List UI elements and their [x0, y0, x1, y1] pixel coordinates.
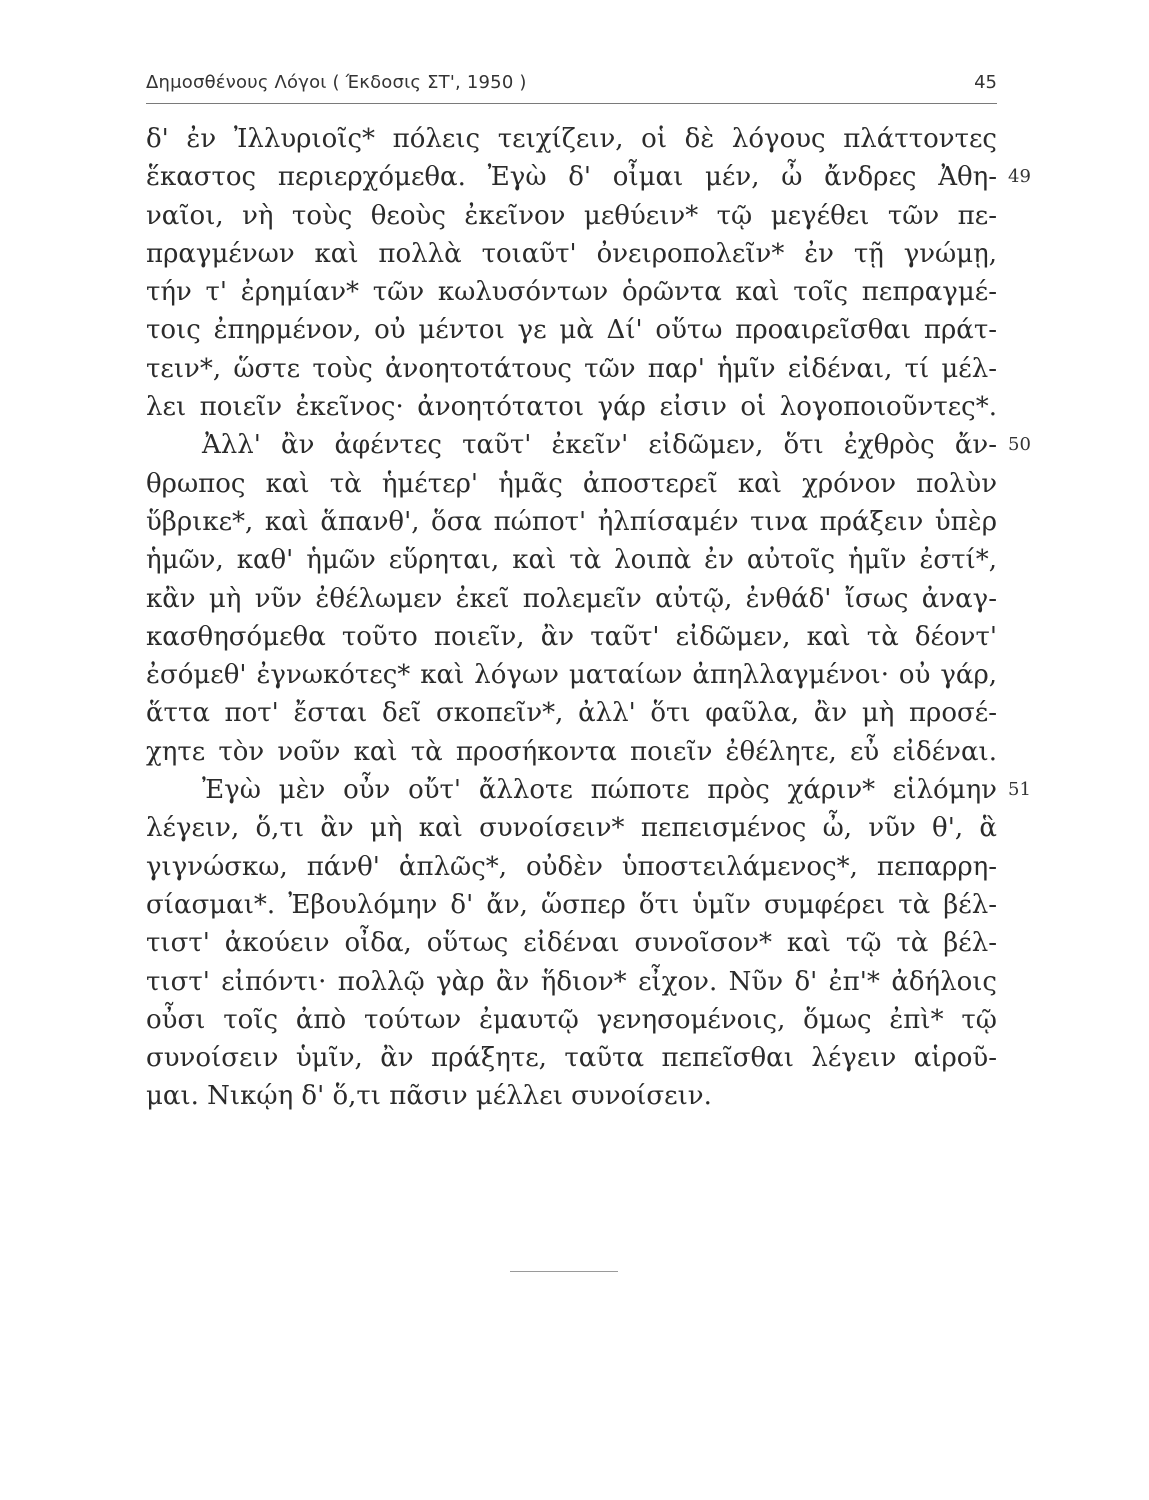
body-text [146, 120, 1031, 1116]
text-line [146, 694, 1006, 732]
text-line [146, 158, 1031, 196]
footer-rule [510, 1271, 618, 1272]
line-text: τήν τ' ἐρημίαν* τῶν κωλυσόντων ὁρῶντα καὶ τοῖς πεπραγμέ- [146, 277, 997, 308]
text-line [146, 733, 1006, 771]
line-text: δ' ἐν Ἰλλυριοῖς* πόλεις τειχίζειν, οἱ δὲ λόγους πλάττοντες [146, 124, 997, 154]
section-number: 50 [1008, 434, 1031, 456]
text-line [146, 618, 1006, 656]
section-number: 49 [1008, 166, 1031, 188]
line-text: ἡμῶν, καθ' ἡμῶν εὕρηται, καὶ τὰ λοιπὰ ἐν αὐτοῖς ἡμῖν ἐστί*, [146, 545, 997, 576]
text-line [146, 1039, 1006, 1077]
line-text: Ἀλλ' ἂν ἀφέντες ταῦτ' ἐκεῖν' εἰδῶμεν, ὅτι ἐχθρὸς ἄν- [202, 430, 997, 461]
line-text: τιστ' εἰπόντι· πολλῷ γὰρ ἂν ἥδιον* εἶχον. Νῦν δ' ἐπ'* ἀδήλοις [146, 966, 997, 997]
line-text: χητε τὸν νοῦν καὶ τὰ προσήκοντα ποιεῖν ἐθέλητε, εὖ εἰδέναι. [146, 736, 997, 767]
text-line [146, 197, 1006, 235]
running-header [146, 72, 997, 100]
line-text: ναῖοι, νὴ τοὺς θεοὺς ἐκεῖνον μεθύειν* τῷ μεγέθει τῶν πε- [146, 200, 997, 231]
line-text: γιγνώσκω, πάνθ' ἁπλῶς*, οὐδὲν ὑποστειλάμενος*, πεπαρρη- [146, 851, 997, 882]
line-text: Ἐγὼ μὲν οὖν οὔτ' ἄλλοτε πώποτε πρὸς χάριν* εἱλόμην [202, 775, 997, 806]
text-line [146, 963, 1006, 1001]
line-text: πραγμένων καὶ πολλὰ τοιαῦτ' ὀνειροπολεῖν* ἐν τῇ γνώμῃ, [146, 238, 997, 269]
text-line [146, 580, 1006, 618]
text-line [146, 924, 1006, 962]
text-line [146, 388, 1006, 426]
text-line [146, 771, 1031, 809]
line-text: ἐσόμεθ' ἐγνωκότες* καὶ λόγων ματαίων ἀπηλλαγμένοι· οὐ γάρ, [146, 660, 997, 691]
text-line [146, 465, 1006, 503]
text-line [146, 656, 1006, 694]
text-line [146, 350, 1006, 388]
line-text: σίασμαι*. Ἐβουλόμην δ' ἄν, ὥσπερ ὅτι ὑμῖν συμφέρει τὰ βέλ- [146, 889, 997, 920]
line-text: ἕκαστος περιερχόμεθα. Ἐγὼ δ' οἶμαι μέν, ὦ ἄνδρες Ἀθη- [146, 162, 997, 193]
header-rule [146, 103, 997, 104]
line-text: λει ποιεῖν ἐκεῖνος· ἀνοητότατοι γάρ εἰσιν οἱ λογοποιοῦντες*. [146, 392, 997, 423]
header-title: Δημοσθένους Λόγοι ( Έκδοσις ΣΤ', 1950 ) [146, 72, 527, 93]
text-line [146, 120, 1006, 158]
line-text: κἂν μὴ νῦν ἐθέλωμεν ἐκεῖ πολεμεῖν αὐτῷ, ἐνθάδ' ἴσως ἀναγ- [146, 583, 997, 614]
line-text: τοις ἐπηρμένον, οὐ μέντοι γε μὰ Δί' οὕτω προαιρεῖσθαι πράτ- [146, 315, 997, 346]
text-line [146, 311, 1006, 349]
text-line [146, 541, 1006, 579]
line-text: ὕβρικε*, καὶ ἅπανθ', ὅσα πώποτ' ἠλπίσαμέν τινα πράξειν ὑπὲρ [146, 506, 997, 537]
line-text: μαι. Νικῴη δ' ὅ,τι πᾶσιν μέλλει συνοίσειν. [146, 1081, 712, 1112]
text-line [146, 503, 1006, 541]
text-line [146, 809, 1006, 847]
line-text: οὖσι τοῖς ἀπὸ τούτων ἐμαυτῷ γενησομένοις, ὅμως ἐπὶ* τῷ [146, 1004, 997, 1035]
text-line [146, 235, 1006, 273]
line-text: θρωπος καὶ τὰ ἡμέτερ' ἡμᾶς ἀποστερεῖ καὶ χρόνον πολὺν [146, 468, 997, 499]
line-text: τιστ' ἀκούειν οἶδα, οὕτως εἰδέναι συνοῖσον* καὶ τῷ τὰ βέλ- [146, 928, 997, 959]
text-line [146, 273, 1006, 311]
line-text: συνοίσειν ὑμῖν, ἂν πράξητε, ταῦτα πεπεῖσθαι λέγειν αἱροῦ- [146, 1043, 997, 1074]
text-line [146, 848, 1006, 886]
text-line [146, 1077, 1006, 1115]
text-line [146, 426, 1031, 464]
line-text: τειν*, ὥστε τοὺς ἀνοητοτάτους τῶν παρ' ἡμῖν εἰδέναι, τί μέλ- [146, 353, 997, 384]
text-line [146, 1001, 1006, 1039]
text-line [146, 886, 1006, 924]
line-text: ἅττα ποτ' ἔσται δεῖ σκοπεῖν*, ἀλλ' ὅτι φαῦλα, ἂν μὴ προσέ- [146, 698, 997, 729]
line-text: κασθησόμεθα τοῦτο ποιεῖν, ἂν ταῦτ' εἰδῶμεν, καὶ τὰ δέοντ' [146, 621, 997, 652]
line-text: λέγειν, ὅ,τι ἂν μὴ καὶ συνοίσειν* πεπεισμένος ὦ, νῦν θ', ἃ [146, 813, 997, 844]
page-number: 45 [974, 72, 997, 93]
section-number: 51 [1008, 779, 1031, 801]
